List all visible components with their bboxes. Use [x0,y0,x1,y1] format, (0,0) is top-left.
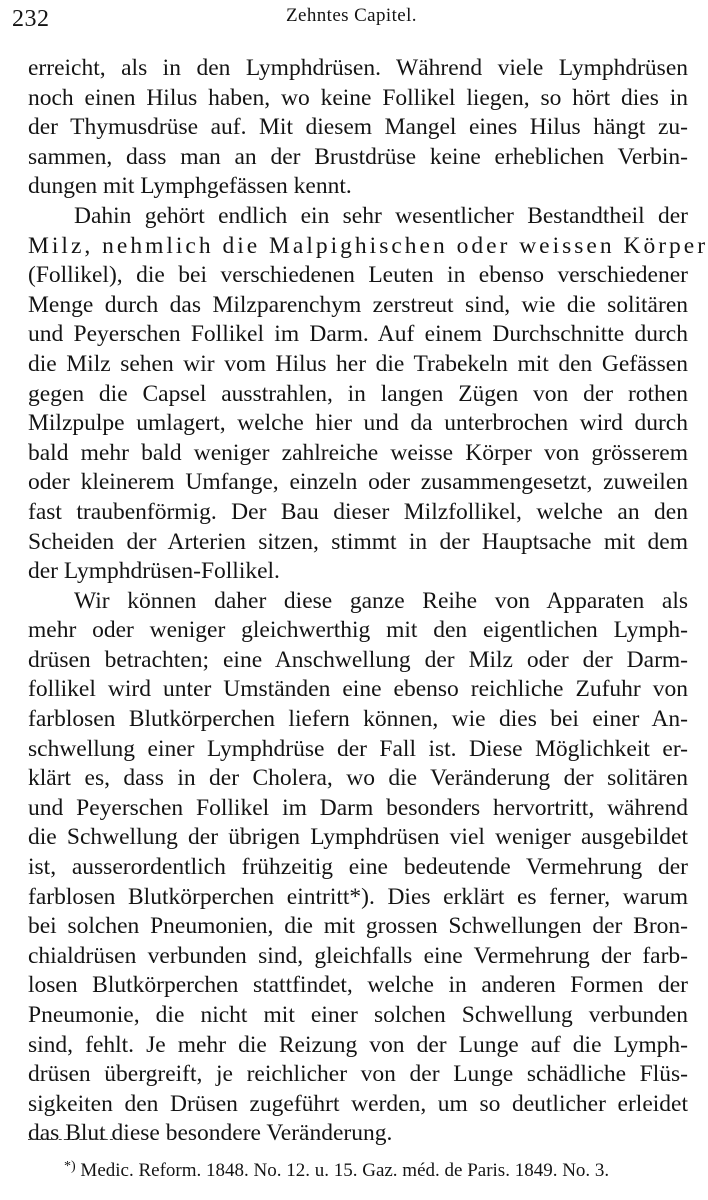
text-line: chialdrüsen verbunden sind, gleichfalls eine Vermehrung der farb- [28,942,688,969]
text-line: follikel wird unter Umständen eine ebenso reichliche Zufuhr von [28,676,688,703]
running-head: Zehntes Capitel. [286,5,417,26]
text-line: bei solchen Pneumonien, die mit grossen Schwellungen der Bron- [28,913,688,940]
text-line: Milz, nehmlich die Malpighischen oder weissen Körper [28,232,708,259]
text-line: mehr oder weniger gleichwerthig mit den eigentlichen Lymph- [28,617,688,644]
text-line: dungen mit Lymphgefässen kennt. [28,173,352,200]
text-line: sammen, dass man an der Brustdrüse keine erheblichen Verbin- [28,143,688,170]
text-line: sind, fehlt. Je mehr die Reizung von der Lunge auf die Lymph- [28,1031,688,1058]
text-line: oder kleinerem Umfange, einzeln oder zusammengesetzt, zuweilen [28,469,688,496]
text-line: Menge durch das Milzparenchym zerstreut sind, wie die solitären [28,291,688,318]
text-line: drüsen übergreift, je reichlicher von der Lunge schädliche Flüs- [28,1061,688,1088]
text-line: noch einen Hilus haben, wo keine Follikel liegen, so hört dies in [28,84,688,111]
text-line: drüsen betrachten; eine Anschwellung der Milz oder der Darm- [28,646,688,673]
footnote [64,1154,694,1184]
text-line: Dahin gehört endlich ein sehr wesentlicher Bestandtheil der [74,202,688,229]
text-line: der Thymusdrüse auf. Mit diesem Mangel eines Hilus hängt zu- [28,114,688,141]
footnote-text: Medic. Reform. 1848. No. 12. u. 15. Gaz. méd. de Paris. 1849. No. 3. [80,1160,610,1181]
text-line: die Schwellung der übrigen Lymphdrüsen viel weniger ausgebildet [28,824,688,851]
page-number: 232 [12,6,50,32]
text-line: erreicht, als in den Lymphdrüsen. Während viele Lymphdrüsen [28,55,688,81]
text-line: ist, ausserordentlich frühzeitig eine bedeutende Vermehrung der [28,854,688,881]
footnote-marker: *) [64,1159,76,1174]
text-line: fast traubenförmig. Der Bau dieser Milzfollikel, welche an den [28,498,688,525]
text-line: farblosen Blutkörperchen liefern können, wie dies bei einer An- [28,706,688,733]
text-line: schwellung einer Lymphdrüse der Fall ist. Diese Möglichkeit er- [28,735,688,762]
text-line: (Follikel), die bei verschiedenen Leuten in ebenso verschiedener [28,262,688,289]
text-line: sigkeiten den Drüsen zugeführt werden, um so deutlicher erleidet [28,1090,688,1117]
text-line: Scheiden der Arterien sitzen, stimmt in der Hauptsache mit dem [28,528,688,555]
text-line: gegen die Capsel ausstrahlen, in langen Zügen von der rothen [28,380,688,407]
body-text [28,54,708,1149]
footnote-divider [28,1139,118,1140]
text-line: und Peyerschen Follikel im Darm besonders hervortritt, während [28,794,688,821]
text-line: Wir können daher diese ganze Reihe von Apparaten als [74,587,688,614]
text-line: klärt es, dass in der Cholera, wo die Veränderung der solitären [28,765,688,792]
text-line: farblosen Blutkörperchen eintritt*). Dies erklärt es ferner, warum [28,883,688,910]
text-line: losen Blutkörperchen stattfindet, welche in anderen Formen der [28,972,688,999]
text-line: Pneumonie, die nicht mit einer solchen Schwellung verbunden [28,1002,688,1028]
text-line: die Milz sehen wir vom Hilus her die Trabekeln mit den Gefässen [28,350,688,377]
text-line: bald mehr bald weniger zahlreiche weisse Körper von grösserem [28,439,688,466]
page-header [0,0,708,40]
text-line: der Lymphdrüsen-Follikel. [28,558,280,585]
text-line: Milzpulpe umlagert, welche hier und da unterbrochen wird durch [28,410,688,437]
text-line: und Peyerschen Follikel im Darm. Auf einem Durchschnitte durch [28,321,688,348]
text-line: das Blut diese besondere Veränderung. [28,1120,393,1147]
